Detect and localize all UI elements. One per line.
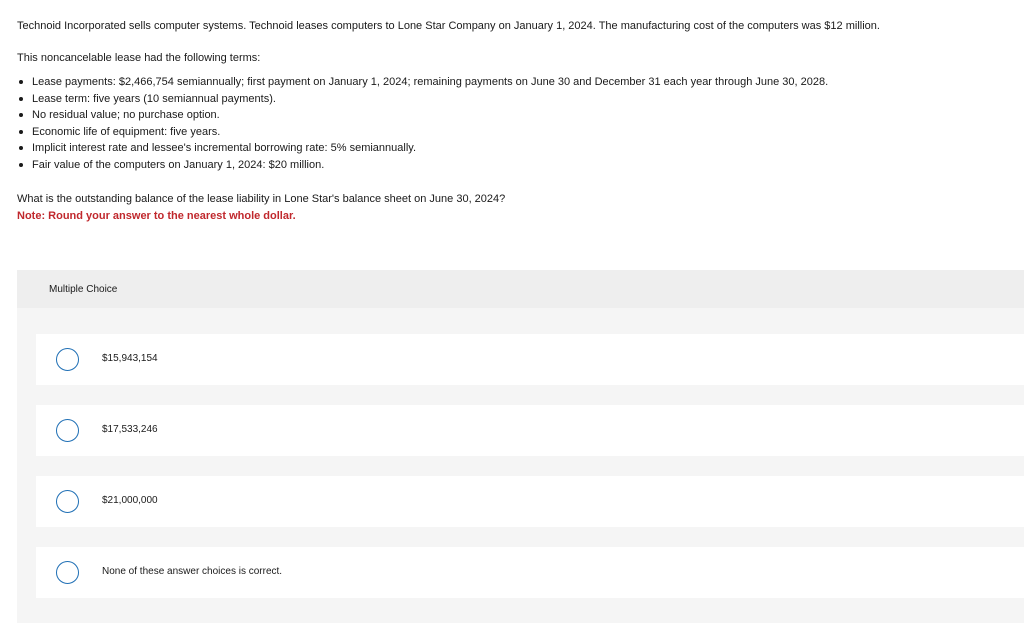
multiple-choice-panel [17, 270, 1024, 623]
question-prompt: What is the outstanding balance of the lease liability in Lone Star's balance sheet on June 30, 2024? [17, 193, 506, 205]
answer-choice-3[interactable] [36, 476, 1024, 527]
radio-button-icon[interactable] [56, 348, 79, 371]
answer-choice-label: $17,533,246 [102, 424, 158, 435]
question-stem [17, 18, 1017, 224]
question-intro: Technoid Incorporated sells computer systems. Technoid leases computers to Lone Star Company on January 1, 2024. The manufacturing cost of the computers was $12 million. [17, 20, 880, 32]
radio-button-icon[interactable] [56, 490, 79, 513]
radio-button-icon[interactable] [56, 561, 79, 584]
answer-choice-1[interactable] [36, 334, 1024, 385]
answer-choice-label: None of these answer choices is correct. [102, 566, 283, 577]
answer-choice-label: $21,000,000 [102, 495, 158, 506]
term-item-fair-value: Fair value of the computers on January 1, 2024: $20 million. [17, 157, 1017, 174]
term-item-economic-life: Economic life of equipment: five years. [17, 124, 1017, 141]
term-item-residual-value: No residual value; no purchase option. [17, 107, 1017, 124]
multiple-choice-header: Multiple Choice [17, 270, 1024, 308]
rounding-note: Note: Round your answer to the nearest whole dollar. [17, 209, 296, 222]
answer-choice-label: $15,943,154 [102, 353, 158, 364]
terms-lead: This noncancelable lease had the following terms: [17, 52, 261, 64]
radio-button-icon[interactable] [56, 419, 79, 442]
term-item-lease-payments: Lease payments: $2,466,754 semiannually; first payment on January 1, 2024; remaining payments on June 30 and December 31 each year through June 30, 2028. [17, 74, 1017, 91]
answer-choice-2[interactable] [36, 405, 1024, 456]
term-item-interest-rate: Implicit interest rate and lessee's incremental borrowing rate: 5% semiannually. [17, 140, 1017, 157]
term-item-lease-term: Lease term: five years (10 semiannual payments). [17, 91, 1017, 108]
terms-list [17, 74, 1017, 173]
answer-choice-4[interactable] [36, 547, 1024, 598]
